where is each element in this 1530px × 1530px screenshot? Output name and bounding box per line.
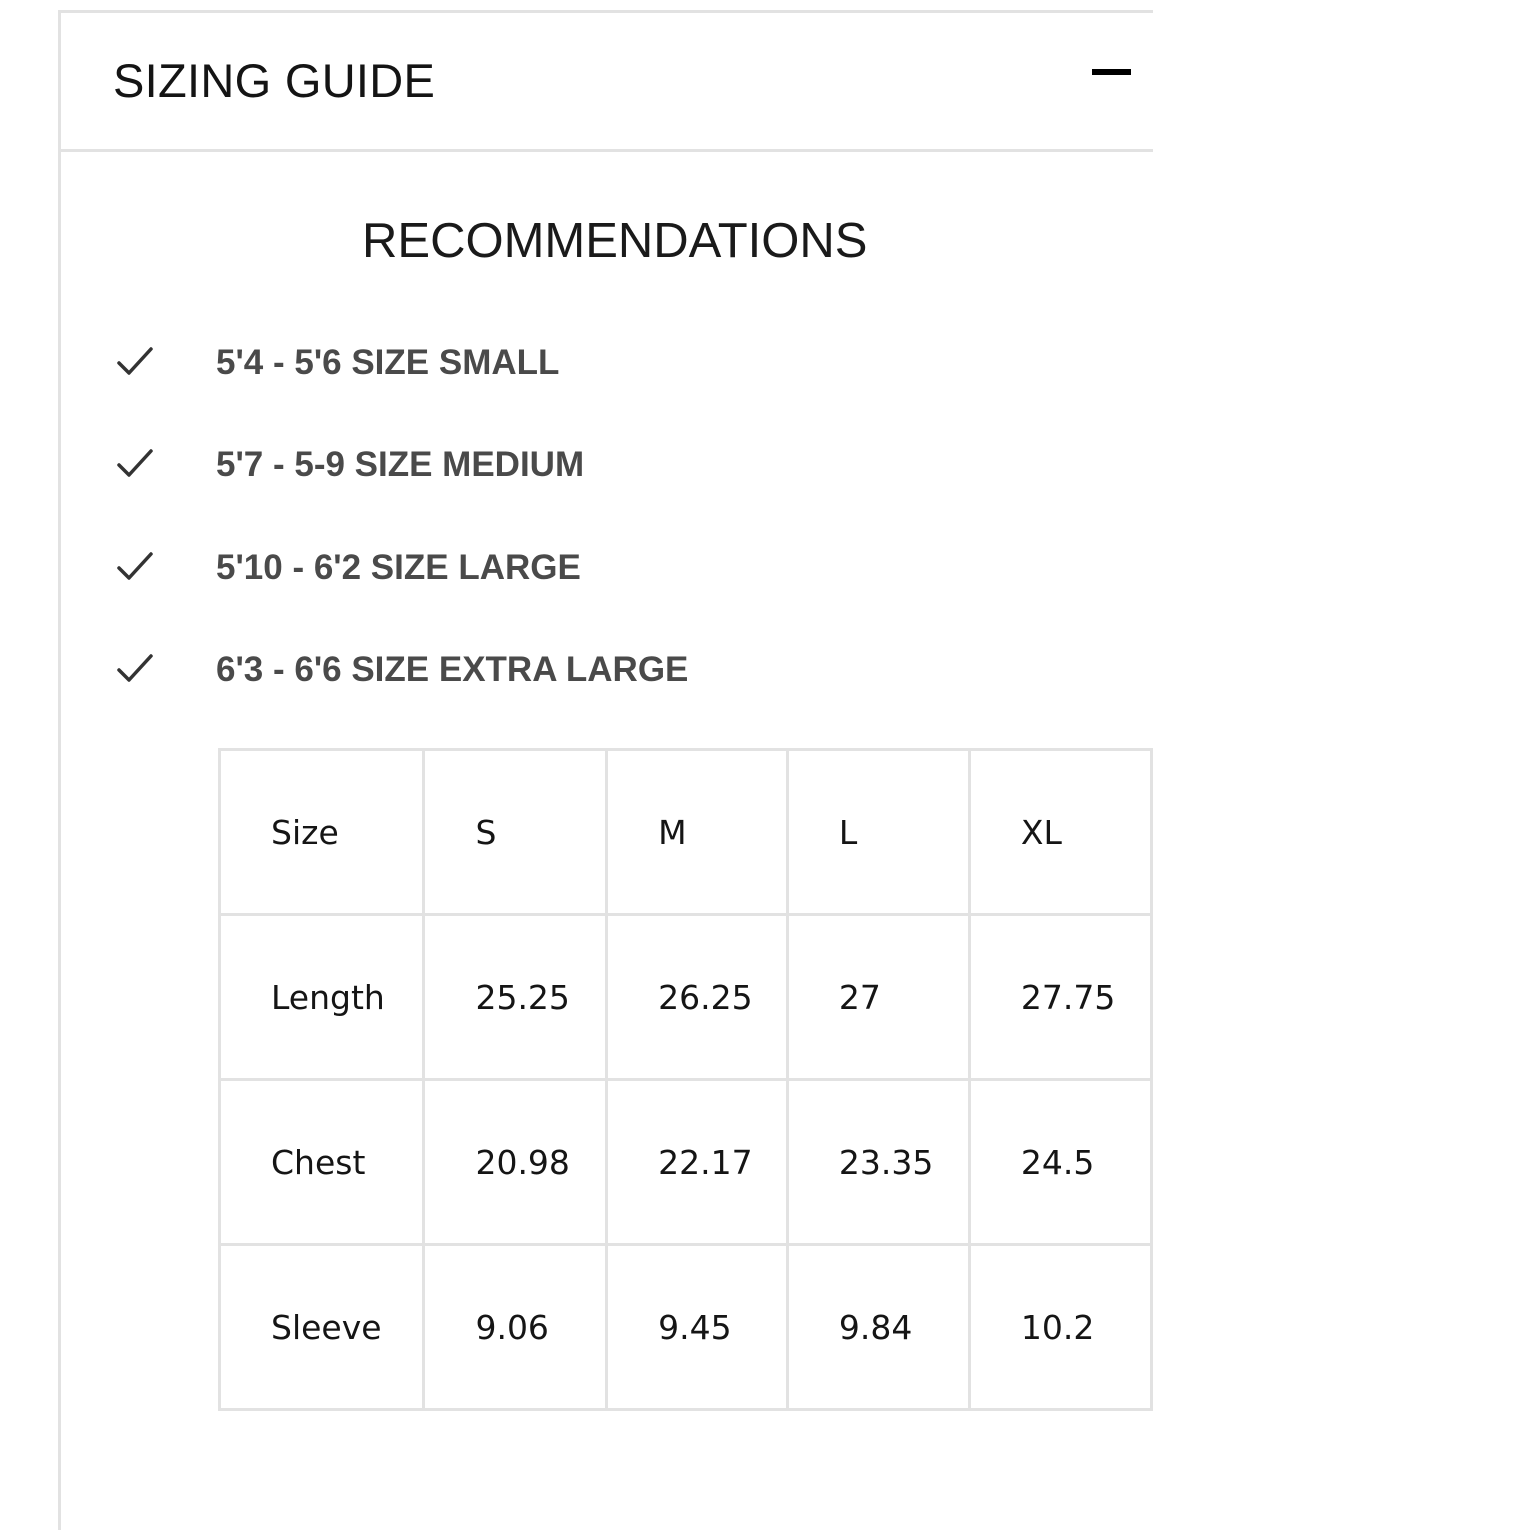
table-cell: 27: [787, 915, 969, 1080]
table-row-label: Length: [220, 915, 424, 1080]
table-cell: 25.25: [424, 915, 607, 1080]
table-row: [220, 1245, 1152, 1410]
table-cell: 26.25: [607, 915, 788, 1080]
table-row: [220, 1080, 1152, 1245]
recommendation-item: [61, 343, 961, 403]
table-cell: 22.17: [607, 1080, 788, 1245]
table-header-cell: Size: [220, 750, 424, 915]
table-cell: 23.35: [787, 1080, 969, 1245]
check-icon: [115, 343, 155, 383]
table-cell: 10.2: [969, 1245, 1151, 1410]
table-header-cell: S: [424, 750, 607, 915]
table-header-cell: L: [787, 750, 969, 915]
table-row-label: Sleeve: [220, 1245, 424, 1410]
table-row-label: Chest: [220, 1080, 424, 1245]
table-cell: 27.75: [969, 915, 1151, 1080]
recommendation-label: 5'7 - 5-9 SIZE MEDIUM: [216, 445, 585, 484]
check-icon: [115, 650, 155, 690]
table-cell: 9.45: [607, 1245, 788, 1410]
table-header-row: [220, 750, 1152, 915]
size-chart-table: [218, 748, 1153, 1411]
table-cell: 9.84: [787, 1245, 969, 1410]
table-cell: 20.98: [424, 1080, 607, 1245]
check-icon: [115, 548, 155, 588]
table-header-cell: M: [607, 750, 788, 915]
check-icon: [115, 445, 155, 485]
recommendation-item: [61, 445, 961, 505]
table-row: [220, 915, 1152, 1080]
recommendation-label: 6'3 - 6'6 SIZE EXTRA LARGE: [216, 650, 689, 689]
recommendations-title: RECOMMENDATIONS: [362, 214, 868, 268]
table-header-cell: XL: [969, 750, 1151, 915]
sizing-guide-title: SIZING GUIDE: [113, 54, 436, 107]
recommendation-label: 5'10 - 6'2 SIZE LARGE: [216, 548, 581, 587]
table-cell: 24.5: [969, 1080, 1151, 1245]
recommendation-item: [61, 548, 961, 608]
table-cell: 9.06: [424, 1245, 607, 1410]
recommendation-label: 5'4 - 5'6 SIZE SMALL: [216, 343, 560, 382]
minus-icon[interactable]: [1092, 69, 1131, 75]
sizing-guide-panel: [58, 10, 1153, 1530]
sizing-guide-accordion-header[interactable]: [61, 13, 1153, 152]
recommendation-item: [61, 650, 961, 710]
